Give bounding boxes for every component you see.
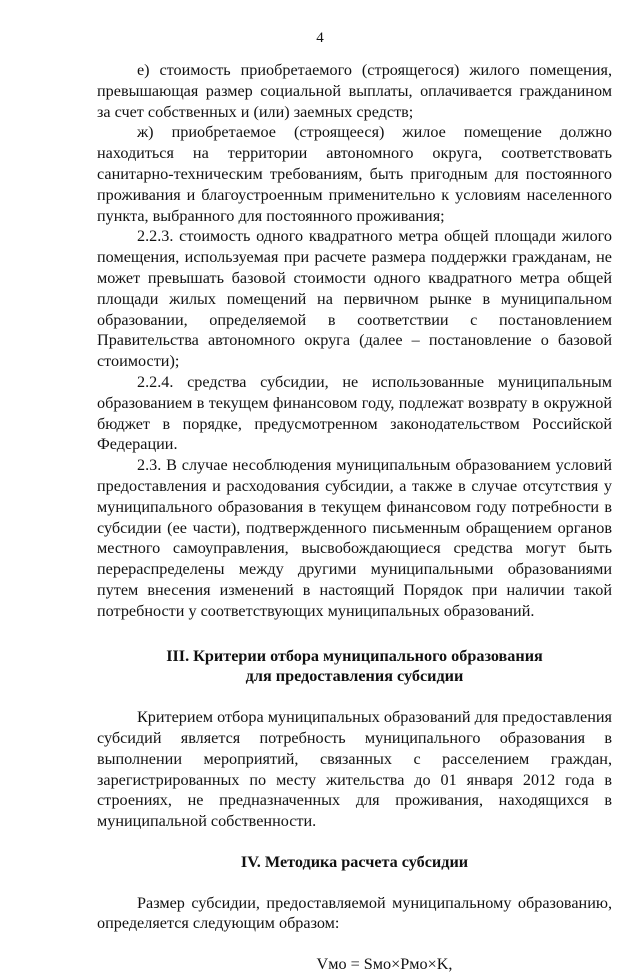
document-body [97, 60, 612, 975]
paragraph-2-3: 2.3. В случае несоблюдения муниципальным образованием условий предоставления и расходования субсидии, а также в случае отсутствия у муниципального образования в текущем финансовом году потребности в субсидии (ее части), подтвержденного письменным обращением органов местного самоуправления, высвобождающиеся средства могут быть перераспределены между другими муниципальными образованиями путем внесения изменений в настоящий Порядок при наличии такой потребности у соответствующих муниципальных образований. [97, 456, 612, 620]
paragraph-item-e: е) стоимость приобретаемого (строящегося) жилого помещения, превышающая размер социальной выплаты, оплачивается гражданином за счет собственных и (или) заемных средств; [97, 61, 612, 121]
section-4-paragraph: Размер субсидии, предоставляемой муниципальному образованию, определяется следующим образом: [97, 893, 612, 933]
subsidy-formula: Vмо = Sмо×Pмо×K, [316, 955, 453, 974]
paragraph-2-2-3: 2.2.3. стоимость одного квадратного метра общей площади жилого помещения, используемая при расчете размера поддержки гражданам, не может превышать базовой стоимости одного квадратного метра общей площади жилых помещений на первичном рынке в муниципальном образовании, определяемой в соответствии с постановлением Правительства автономного округа (далее – постановление о базовой стоимости); [97, 227, 612, 371]
page-number: 4 [316, 30, 324, 46]
paragraph-2-2-4: 2.2.4. средства субсидии, не использованные муниципальным образованием в текущем финансовом году, подлежат возврату в окружной бюджет в порядке, предусмотренном законодательством Российской Федерации. [97, 372, 612, 454]
section-4-heading: IV. Методика расчета субсидии [240, 852, 469, 871]
section-3-paragraph: Критерием отбора муниципальных образований для предоставления субсидий является потребность муниципального образования в выполнении мероприятий, связанных с расселением граждан, зарегистрированных по месту жительства до 01 января 2012 года в строениях, не предназначенных для проживания, находящихся в муниципальной собственности. [97, 708, 612, 831]
section-3-heading-line-2: для предоставления субсидии [245, 667, 464, 686]
paragraph-item-zh: ж) приобретаемое (строящееся) жилое помещение должно находиться на территории автономного округа, соответствовать санитарно-техническим требованиям, быть пригодным для постоянного проживания и благоустроенным применительно к условиям населенного пункта, выбранного для постоянного проживания; [97, 123, 612, 225]
section-3-heading-line-1: III. Критерии отбора муниципального образования [166, 646, 543, 665]
